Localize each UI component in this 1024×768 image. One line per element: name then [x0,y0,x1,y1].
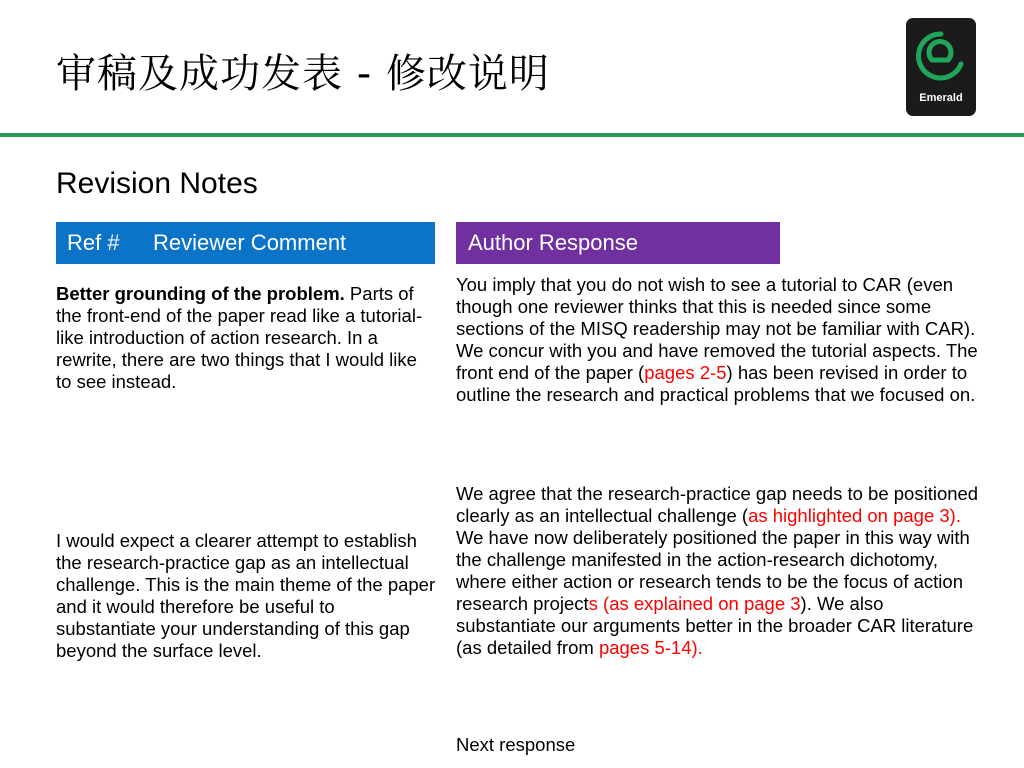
emerald-logo [906,18,976,116]
response-2-highlight-b: s (as explained on page 3 [588,593,801,614]
author-response-3 [456,734,986,756]
response-2-text-b: We have now deliberately positioned the paper in this way with the challenge manifested in the action-research dichotomy, where either action or research tends to be the focus of action research project [456,527,970,614]
comment-1-heading: Better grounding of the problem. [56,283,345,304]
response-2-text-a: We agree that the research-practice gap needs to be positioned clearly as an intellectual challenge ( [456,483,979,526]
comment-1-text: Parts of the front-end of the paper read like a tutorial-like introduction of action research. In a rewrite, there are two things that I would like to see instead. [56,283,423,392]
response-2-highlight-a: as highlighted on page 3). [748,505,961,526]
author-response-2 [456,483,986,659]
comment-2-text: I would expect a clearer attempt to establish the research-practice gap as an intellectual challenge. This is the main theme of the paper and it would therefore be useful to substantiate your understanding of this gap beyond the surface level. [56,530,436,661]
slide-title: 审稿及成功发表 - 修改说明 [56,51,550,97]
green-divider [0,133,1024,137]
author-response-header [456,222,780,264]
response-1-text-a: You imply that you do not wish to see a tutorial to CAR (even though one reviewer thinks that this is needed since some sections of the MISQ readership may not be familiar with CAR). We concur with you and have removed the tutorial aspects. The front end of the paper ( [456,274,978,383]
response-2-text-c: ). We also substantiate our arguments better in the broader CAR literature (as detailed from [456,593,974,658]
author-response-1 [456,274,986,406]
reviewer-header [56,222,435,264]
logo-text: Emerald [919,92,963,104]
next-response-text: Next response [456,734,576,755]
response-1-highlight: pages 2-5 [644,362,727,383]
section-title: Revision Notes [56,167,258,200]
response-1-text-b: ) has been revised in order to outline the research and practical problems that we focused on. [456,362,976,405]
ref-number-label: Ref # [67,230,120,255]
reviewer-comment-2 [56,530,436,662]
emerald-e-icon [915,26,967,88]
response-2-highlight-c: pages 5-14). [598,637,703,658]
author-response-label: Author Response [468,230,638,255]
reviewer-comment-1 [56,283,436,393]
reviewer-comment-label: Reviewer Comment [153,230,347,255]
